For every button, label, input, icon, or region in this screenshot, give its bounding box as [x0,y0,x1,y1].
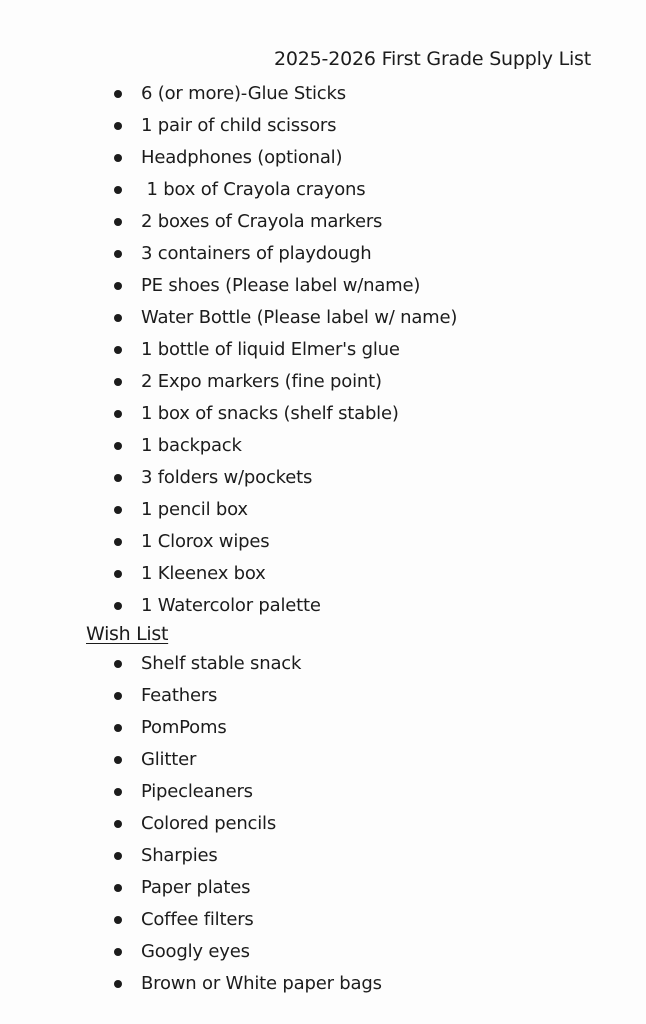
list-item-label: PomPoms [141,717,227,738]
bullet-icon [114,346,122,354]
list-item [112,648,612,680]
bullet-icon [114,692,122,700]
bullet-icon [114,250,122,258]
list-item-label: Feathers [141,685,218,706]
list-item [112,526,612,558]
list-item-label: 1 Kleenex box [141,563,266,584]
list-item-label: 2 boxes of Crayola markers [141,211,383,232]
list-item [112,904,612,936]
bullet-icon [114,474,122,482]
list-item [112,142,612,174]
list-item-label: Googly eyes [141,941,250,962]
bullet-icon [114,980,122,988]
list-item-label: Pipecleaners [141,781,253,802]
list-item [112,590,612,622]
bullet-icon [114,852,122,860]
list-item [112,712,612,744]
bullet-icon [114,788,122,796]
list-item-label: Shelf stable snack [141,653,302,674]
list-item-label: 3 folders w/pockets [141,467,313,488]
list-item-label: 1 Clorox wipes [141,531,270,552]
list-item [112,808,612,840]
bullet-icon [114,90,122,98]
bullet-icon [114,314,122,322]
list-item [112,968,612,1000]
list-item [112,110,612,142]
list-item [112,680,612,712]
list-item [112,238,612,270]
list-item-label: 1 box of snacks (shelf stable) [141,403,399,424]
bullet-icon [114,154,122,162]
list-item [112,270,612,302]
list-item-label: 6 (or more)-Glue Sticks [141,83,346,104]
list-item-label: PE shoes (Please label w/name) [141,275,421,296]
list-item-label: 1 Watercolor palette [141,595,321,616]
list-item [112,840,612,872]
bullet-icon [114,282,122,290]
bullet-icon [114,506,122,514]
bullet-icon [114,378,122,386]
bullet-icon [114,570,122,578]
list-item-label: 1 bottle of liquid Elmer's glue [141,339,400,360]
list-item-label: Glitter [141,749,197,770]
bullet-icon [114,410,122,418]
list-item [112,174,612,206]
list-item [112,78,612,110]
list-item-label: 1 box of Crayola crayons [141,179,366,200]
bullet-icon [114,602,122,610]
list-item-label: Headphones (optional) [141,147,343,168]
list-item [112,462,612,494]
bullet-icon [114,948,122,956]
bullet-icon [114,122,122,130]
list-item [112,430,612,462]
list-item-label: 1 pair of child scissors [141,115,337,136]
list-item-label: Coffee filters [141,909,254,930]
list-item-label: 1 backpack [141,435,242,456]
list-item-label: Colored pencils [141,813,277,834]
list-item [112,558,612,590]
bullet-icon [114,756,122,764]
page-title: 2025-2026 First Grade Supply List [274,48,591,70]
wish-list-heading: Wish List [86,623,169,645]
list-item-label: Paper plates [141,877,251,898]
list-item-label: Sharpies [141,845,218,866]
bullet-icon [114,442,122,450]
list-item-label: 1 pencil box [141,499,248,520]
bullet-icon [114,724,122,732]
list-item [112,398,612,430]
bullet-icon [114,916,122,924]
list-item [112,872,612,904]
list-item-label: 2 Expo markers (fine point) [141,371,382,392]
bullet-icon [114,538,122,546]
list-item [112,936,612,968]
bullet-icon [114,820,122,828]
bullet-icon [114,660,122,668]
bullet-icon [114,186,122,194]
list-item-label: Brown or White paper bags [141,973,382,994]
list-item-label: 3 containers of playdough [141,243,372,264]
list-item [112,206,612,238]
list-item [112,494,612,526]
wish-list [112,648,612,1000]
bullet-icon [114,218,122,226]
list-item [112,776,612,808]
list-item [112,366,612,398]
bullet-icon [114,884,122,892]
list-item-label: Water Bottle (Please label w/ name) [141,307,458,328]
supply-list [112,78,612,622]
list-item [112,744,612,776]
list-item [112,334,612,366]
list-item [112,302,612,334]
